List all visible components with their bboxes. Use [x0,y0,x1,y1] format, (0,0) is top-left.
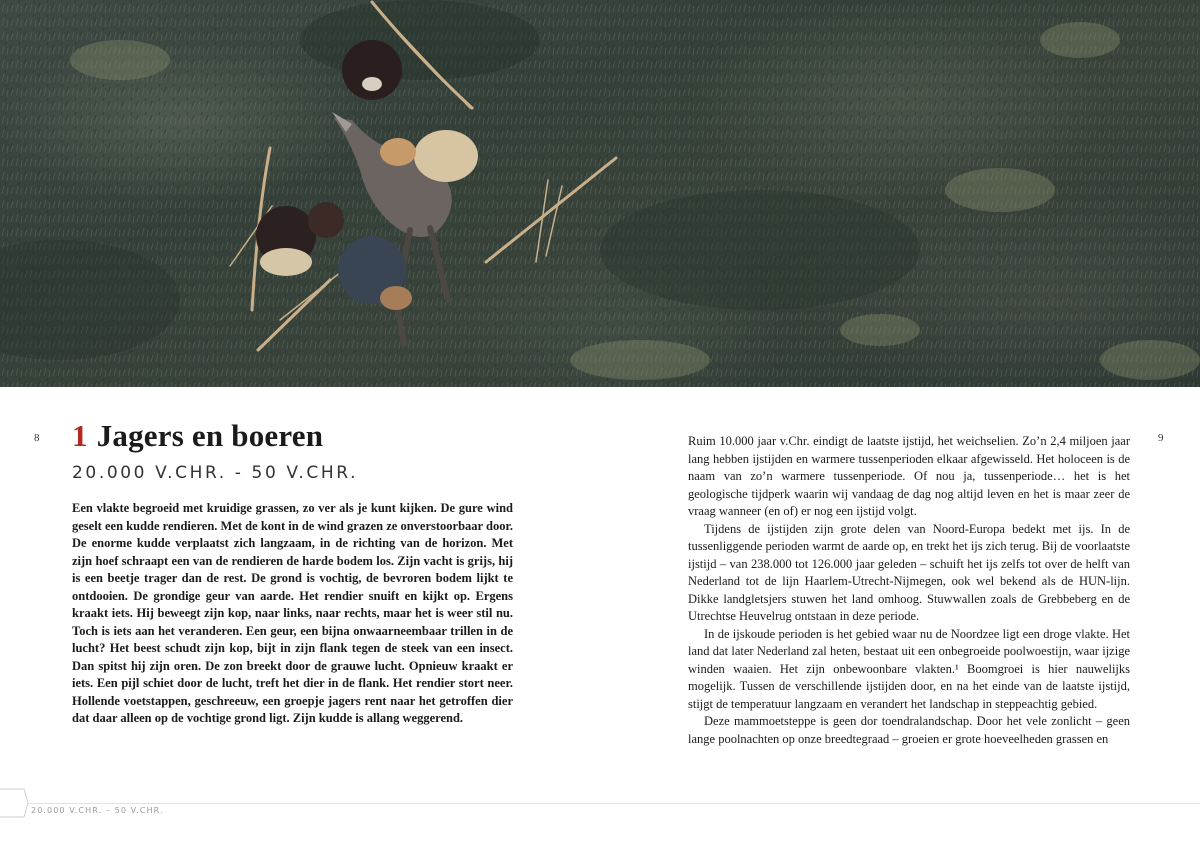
chapter-number: 1 [72,418,88,453]
body-paragraph: Ruim 10.000 jaar v.Chr. eindigt de laatste ijstijd, het weichselien. Zo’n 2,4 miljoen jaar lang hebben ijstijden en warmere tussenperioden elkaar afgewisseld. Het holoceen is de naam van zo’n warmere tussenperiode. Of nou ja, tussenperiode… het is het geologische tijdperk waarin wij vandaag de dag nog altijd leven en het is maar zeer de vraag wanneer (en of) er nog een ijstijd volgt. [688,434,1130,518]
footer-tab-marker [0,787,30,819]
body-column [688,433,1130,748]
body-paragraph: In de ijskoude perioden is het gebied waar nu de Noordzee ligt een droge vlakte. Het land dat later Nederland zal heten, bestaat uit een onbegroeide poolwoestijn, waar ijzige winden waaien. Het zijn onbewoonbare vlakten.¹ Boomgroei is hier nauwelijks mogelijk. Tussen de verschillende ijstijden door, en na het einde van de laatste ijstijd, stijgt de temperatuur langzaam en verandert het landschap in steppeachtig gebied. [688,626,1130,711]
hero-photo [0,0,1200,387]
chapter-subtitle: 20.000 V.CHR. - 50 V.CHR. [72,463,359,483]
aerial-scene [0,0,1200,387]
intro-paragraph: Een vlakte begroeid met kruidige grassen, zo ver als je kunt kijken. De gure wind geselt een kudde rendieren. Met de kont in de wind grazen ze onverstoorbaar door. De enorme kudde verplaatst zich langzaam, in de richting van de horizon. Met zijn hoef schraapt een van de rendieren de harde bodem los. Zijn vacht is grijs, hij is een beetje trager dan de rest. De grond is vochtig, de bevroren bodem lijkt te ontdooien. De grondige geur van aarde. Het rendier snuift en kijkt op. Ergens kraakt iets. Hij beweegt zijn kop, naar links, naar rechts, maar het is weer stil nu. Toch is iets aan het veranderen. Een geur, een bijna onwaarneembaar trillen in de lucht? Het beest schudt zijn kop, bijt in zijn flank tegen de steek van een insect. Dan spitst hij zijn oren. De zon breekt door de grauwe lucht. Opnieuw kraakt er iets. Een pijl schiet door de lucht, treft het dier in de flank. Het rendier stort neer. Hollende voetstappen, geschreeuw, een groepje jagers rent naar het getroffen dier dat daar alleen op de vochtige grond ligt. Zijn kudde is allang weggerend. [72,501,513,725]
body-paragraph: Deze mammoetsteppe is geen dor toendralandschap. Door het vele zonlicht – geen lange poolnachten op onze breedtegraad – groeien er grote hoeveelheden grassen en [688,714,1130,746]
chapter-title [72,418,323,454]
page-number-left: 8 [34,432,40,444]
chapter-title-text: Jagers en boeren [96,418,324,453]
running-head: 20.000 V.CHR. – 50 V.CHR. [31,806,164,815]
intro-column [72,500,513,728]
body-paragraph: Tijdens de ijstijden zijn grote delen van Noord-Europa bedekt met ijs. In de tussenliggende perioden warmt de aarde op, en trekt het ijs zich terug. Bij de voorlaatste ijstijd – van 238.000 tot 126.000 jaar geleden – schuift het ijs zelfs tot over de helft van Nederland tot de lijn Haarlem-Utrecht-Nijmegen, ook wel bekend als de HUN-lijn. Dikke landgletsjers stuwen het land omhoog. Stuwwallen zoals de Grebbeberg en de Utrechtse Heuvelrug ontstaan in deze periode. [688,521,1130,623]
footer-rule [28,803,1200,804]
page-number-right: 9 [1158,432,1164,444]
